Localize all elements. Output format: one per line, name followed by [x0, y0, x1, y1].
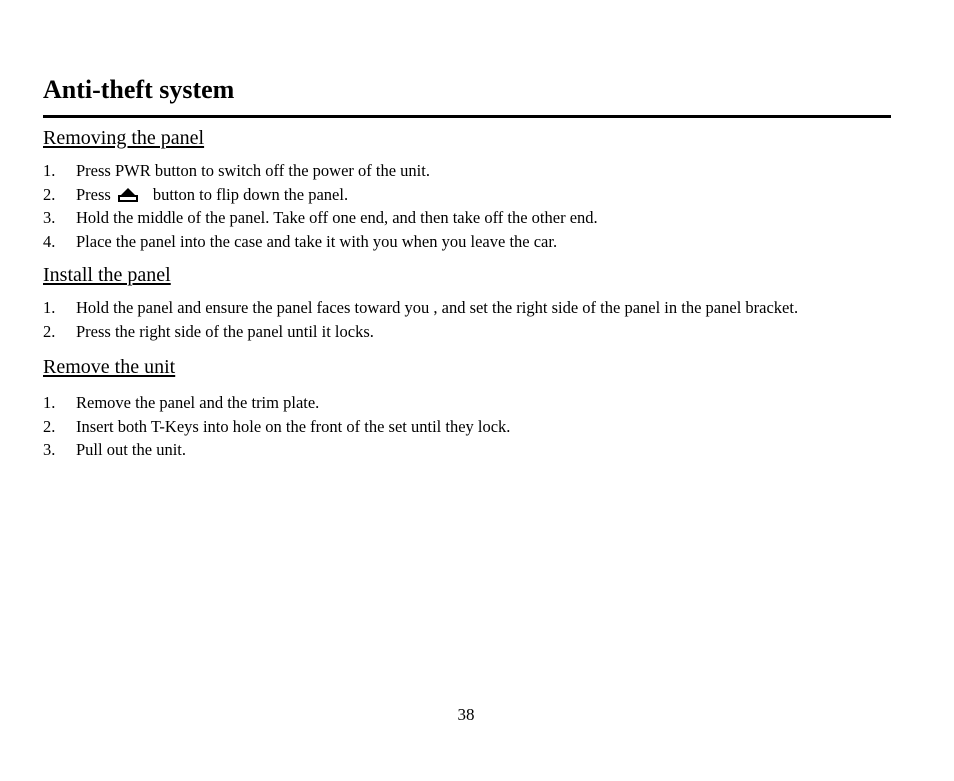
- step-text: Press PWR button to switch off the power of the unit.: [76, 161, 430, 180]
- step-text: Insert both T-Keys into hole on the front of the set until they lock.: [76, 416, 511, 436]
- step-text-before-icon: Press: [76, 184, 111, 204]
- eject-icon: [117, 185, 139, 209]
- step-number: 3.: [43, 440, 56, 460]
- step-number: 2.: [43, 321, 56, 341]
- step-number: 3.: [43, 208, 56, 228]
- title-divider: [43, 115, 891, 118]
- section-heading-removing-the-panel: Removing the panel: [43, 127, 205, 149]
- step-text-after-icon: button to flip down the panel.: [152, 184, 349, 204]
- step-text: Remove the panel and the trim plate.: [76, 393, 320, 412]
- step-number: 2.: [43, 184, 56, 204]
- step-number: 1.: [43, 161, 56, 180]
- step-number: 4.: [43, 231, 56, 251]
- page-number: 38: [457, 705, 475, 724]
- step-number: 1.: [43, 298, 56, 317]
- section-heading-remove-the-unit: Remove the unit: [43, 356, 176, 378]
- step-text: [76, 183, 348, 209]
- step-text: Hold the middle of the panel. Take off one end, and then take off the other end.: [76, 208, 598, 228]
- step-text: Hold the panel and ensure the panel faces toward you , and set the right side of the panel in the panel bracket.: [76, 298, 799, 317]
- step-number: 2.: [43, 416, 56, 436]
- section-heading-install-the-panel: Install the panel: [43, 264, 171, 286]
- step-text: Pull out the unit.: [76, 440, 187, 460]
- step-text: Place the panel into the case and take it with you when you leave the car.: [76, 231, 558, 251]
- step-number: 1.: [43, 393, 56, 412]
- step-text: Press the right side of the panel until it locks.: [76, 321, 374, 341]
- page-title: Anti-theft system: [43, 75, 235, 104]
